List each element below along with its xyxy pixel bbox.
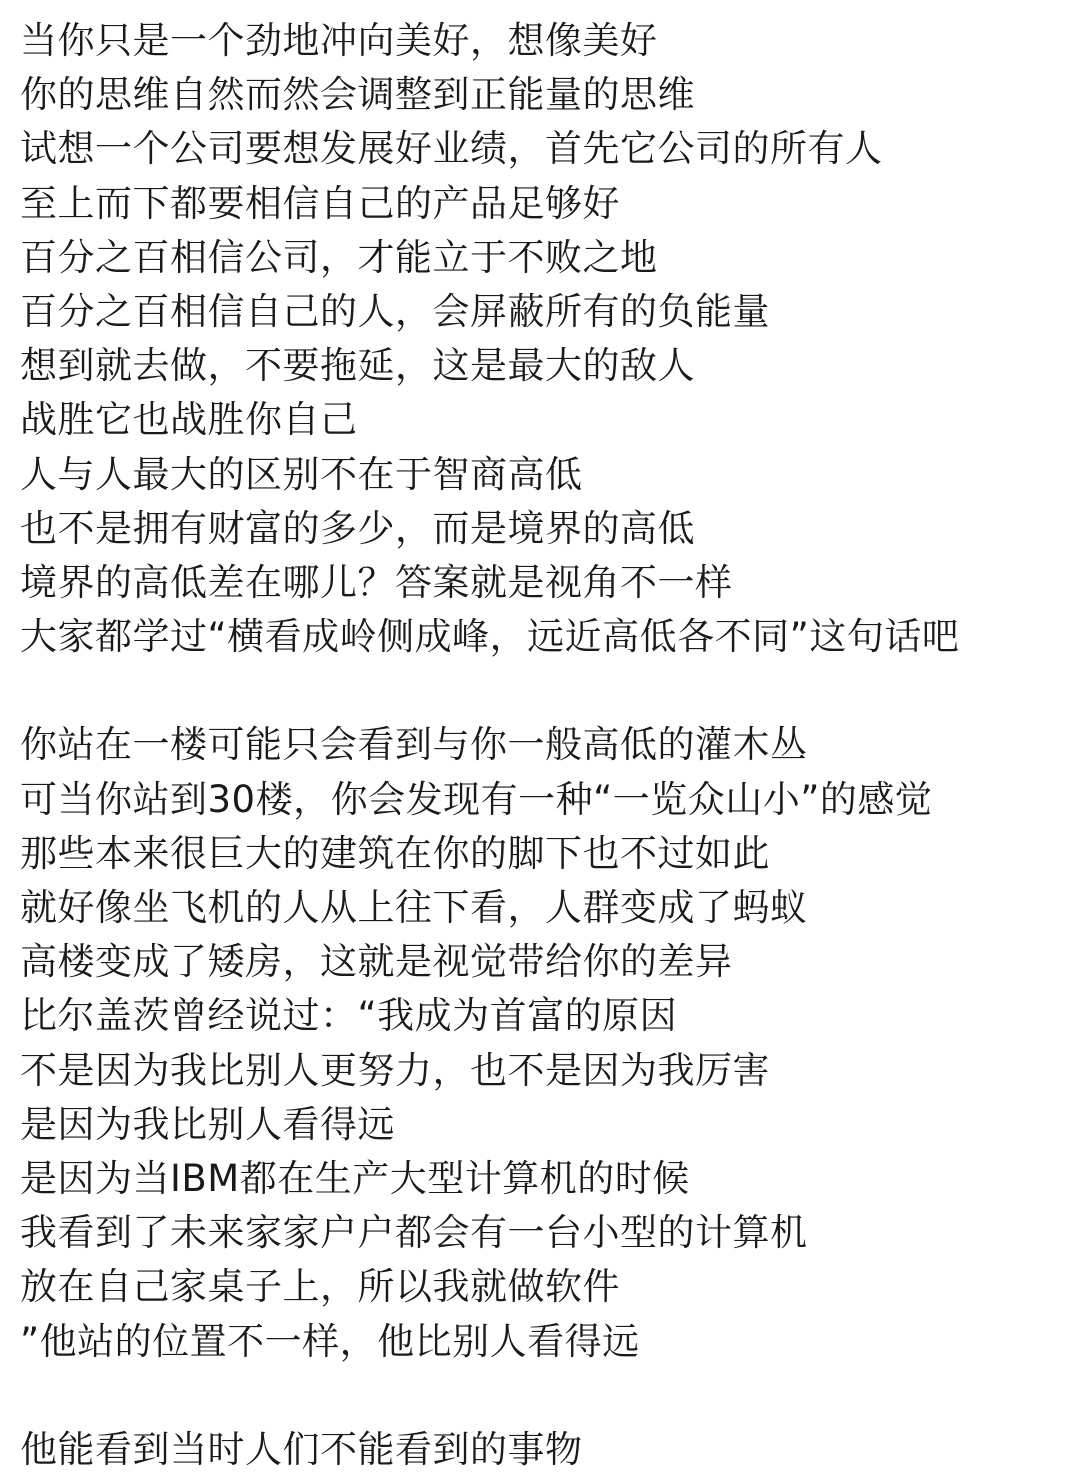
- paragraph-spacer: [20, 1369, 1070, 1423]
- paragraph-1: [20, 14, 1070, 664]
- paragraph-spacer: [20, 664, 1070, 718]
- text-line: 至上而下都要相信自己的产品足够好: [20, 181, 620, 225]
- text-line: 也不是拥有财富的多少，而是境界的高低: [20, 506, 695, 550]
- text-line: 就好像坐飞机的人从上往下看，人群变成了蚂蚁: [20, 886, 808, 929]
- text-line: 境界的高低差在哪儿？答案就是视角不一样: [20, 560, 733, 604]
- text-line: 放在自己家桌子上，所以我就做软件: [20, 1265, 620, 1309]
- text-line: 大家都学过“横看成岭侧成峰，远近高低各不同”这句话吧: [20, 615, 960, 659]
- text-line: 高楼变成了矮房，这就是视觉带给你的差异: [20, 940, 733, 984]
- paragraph-2: [20, 718, 1070, 1368]
- text-line: 人与人最大的区别不在于智商高低: [20, 452, 583, 496]
- text-line: 当你只是一个劲地冲向美好，想像美好: [20, 19, 658, 62]
- paragraph-3: [20, 1423, 1070, 1477]
- text-line: 那些本来很巨大的建筑在你的脚下也不过如此: [20, 831, 770, 875]
- text-line: 百分之百相信公司，才能立于不败之地: [20, 235, 658, 279]
- text-line: 可当你站到30楼，你会发现有一种“一览众山小”的感觉: [20, 777, 933, 821]
- text-line: 是因为我比别人看得远: [20, 1102, 395, 1146]
- text-line: 不是因为我比别人更努力，也不是因为我厉害: [20, 1048, 770, 1092]
- text-line: 你的思维自然而然会调整到正能量的思维: [20, 73, 695, 117]
- text-line: ”他站的位置不一样，他比别人看得远: [20, 1319, 640, 1363]
- document-body: [20, 14, 1070, 1477]
- text-line: 想到就去做，不要拖延，这是最大的敌人: [20, 344, 695, 388]
- text-line: 战胜它也战胜你自己: [20, 398, 358, 442]
- text-line: 是因为当IBM都在生产大型计算机的时候: [20, 1156, 690, 1200]
- text-line: 百分之百相信自己的人，会屏蔽所有的负能量: [20, 289, 770, 333]
- text-line: 比尔盖茨曾经说过：“我成为首富的原因: [20, 994, 678, 1038]
- text-line: 你站在一楼可能只会看到与你一般高低的灌木丛: [20, 723, 808, 767]
- text-line: 试想一个公司要想发展好业绩，首先它公司的所有人: [20, 127, 883, 171]
- text-line: 他能看到当时人们不能看到的事物: [20, 1427, 583, 1471]
- text-line: 我看到了未来家家户户都会有一台小型的计算机: [20, 1211, 808, 1255]
